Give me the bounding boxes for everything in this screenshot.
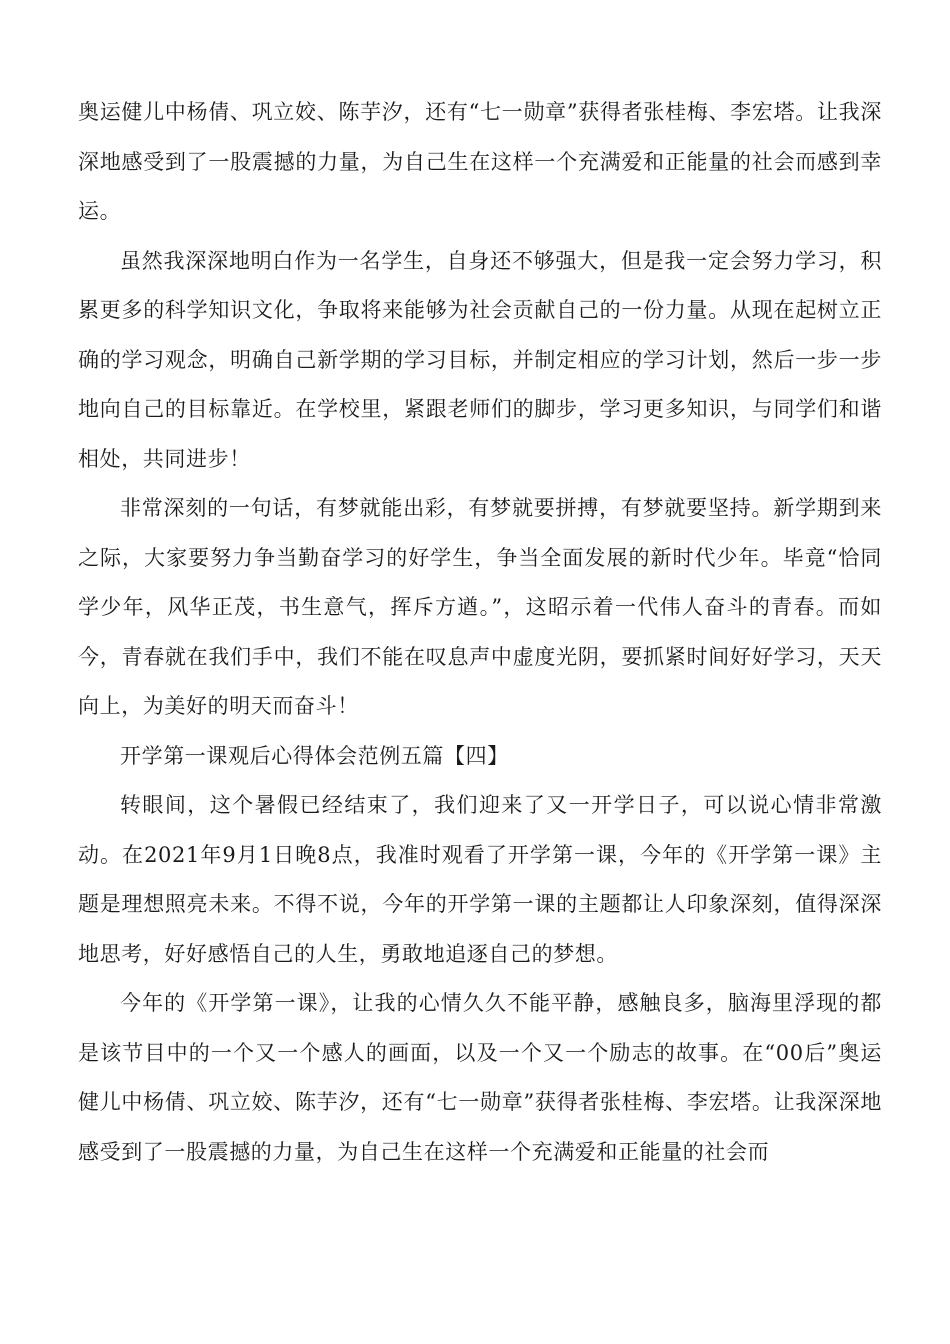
section-heading: 开学第一课观后心得体会范例五篇【四】: [120, 743, 509, 768]
paragraph-continuation: 奥运健儿中杨倩、巩立姣、陈芋汐，还有“七一勋章”获得者张桂梅、李宏塔。让我深深地感受到了一股震撼的力量，为自己生在这样一个充满爱和正能量的社会而感到幸运。: [78, 100, 882, 223]
paragraph-study-resolution: 虽然我深深地明白作为一名学生，自身还不够强大，但是我一定会努力学习，积累更多的科学知识文化，争取将来能够为社会贡献自己的一份力量。从现在起树立正确的学习观念，明确自己新学期的学习目标，并制定相应的学习计划，然后一步一步地向自己的目标靠近。在学校里，紧跟老师们的脚步，学习更多知识，与同学们和谐相处，共同进步！: [78, 248, 882, 471]
paragraph-summer-ended: 转眼间，这个暑假已经结束了，我们迎来了又一开学日子，可以说心情非常激动。在2021年9月1日晚8点，我准时观看了开学第一课，今年的《开学第一课》主题是理想照亮未来。不得不说，今年的开学第一课的主题都让人印象深刻，值得深深地思考，好好感悟自己的人生，勇敢地追逐自己的梦想。: [78, 793, 882, 966]
document-body: [78, 88, 882, 1177]
paragraph-dream-quote: 非常深刻的一句话，有梦就能出彩，有梦就要拼搏，有梦就要坚持。新学期到来之际，大家要努力争当勤奋学习的好学生，争当全面发展的新时代少年。毕竟“恰同学少年，风华正茂，书生意气，挥斥方遒。”，这昭示着一代伟人奋斗的青春。而如今，青春就在我们手中，我们不能在叹息声中虚度光阴，要抓紧时间好好学习，天天向上，为美好的明天而奋斗！: [78, 496, 882, 718]
paragraph-program-impression: 今年的《开学第一课》，让我的心情久久不能平静，感触良多，脑海里浮现的都是该节目中的一个又一个感人的画面，以及一个又一个励志的故事。在“00后”奥运健儿中杨倩、巩立姣、陈芋汐，还有“七一勋章”获得者张桂梅、李宏塔。让我深深地感受到了一股震撼的力量，为自己生在这样一个充满爱和正能量的社会而: [78, 991, 882, 1164]
